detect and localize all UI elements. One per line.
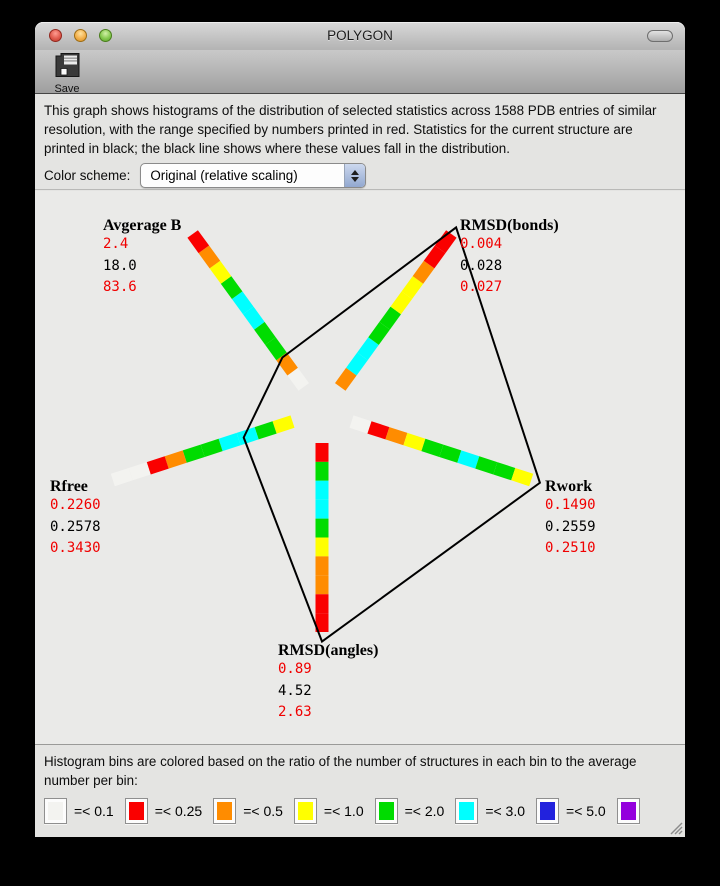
legend-label: =< 0.25 <box>154 803 203 819</box>
histogram-bin-orange <box>316 575 329 594</box>
save-button-label: Save <box>54 83 80 95</box>
legend-swatch-yellow <box>298 802 313 820</box>
description-panel <box>35 95 685 190</box>
legend-swatch-button-red[interactable] <box>125 798 148 824</box>
legend-row <box>44 798 676 824</box>
color-scheme-label: Color scheme: <box>44 168 131 183</box>
histogram-bin-green <box>493 462 515 480</box>
axis-max-value: 0.2510 <box>545 540 596 556</box>
titlebar <box>35 22 685 50</box>
histogram-bin-green <box>183 445 205 463</box>
color-scheme-selected-value: Original (relative scaling) <box>150 168 298 183</box>
stat-block-rwork <box>545 478 596 560</box>
legend-swatch-button-green[interactable] <box>375 798 398 824</box>
save-floppy-icon <box>52 65 82 82</box>
legend-swatch-red <box>129 802 144 820</box>
histogram-bin-green <box>201 439 223 457</box>
legend-swatch-button-orange[interactable] <box>213 798 236 824</box>
legend-label: =< 0.5 <box>243 803 283 819</box>
histogram-bin-cyan <box>219 433 241 451</box>
histogram-bin-cyan <box>457 450 479 468</box>
axis-max-value: 0.027 <box>460 279 503 295</box>
histogram-bin-green <box>421 439 443 457</box>
histogram-bin-red <box>316 594 329 613</box>
legend-item <box>125 798 203 824</box>
axis-label: Avgerage B <box>103 217 182 234</box>
legend-item <box>44 798 114 824</box>
stat-block-average-b <box>103 217 181 299</box>
legend-label: =< 2.0 <box>404 803 445 819</box>
histogram-bin-red <box>147 456 169 474</box>
histogram-bin-yellow <box>511 468 533 486</box>
description-text: This graph shows histograms of the distribution of selected statistics across 1588 PDB entries of similar resolution, with the range specified by numbers printed in red. Statistics for the current structure are printed in black; the black line shows where these values fall in the distribution. <box>44 103 657 156</box>
legend-item <box>536 798 606 824</box>
axis-max-value: 0.3430 <box>50 540 101 556</box>
legend-item <box>617 798 640 824</box>
legend-swatch-button-white[interactable] <box>44 798 67 824</box>
save-button[interactable] <box>43 52 91 95</box>
histogram-bin-yellow <box>316 538 329 557</box>
axis-min-value: 0.89 <box>278 661 312 677</box>
histogram-bin-orange <box>385 427 407 445</box>
axis-current-value: 0.2559 <box>545 518 596 535</box>
legend-item <box>455 798 525 824</box>
legend-item <box>294 798 364 824</box>
legend-swatch-white <box>48 802 63 820</box>
histogram-bin-yellow <box>273 415 295 433</box>
legend-swatch-blue <box>540 802 555 820</box>
histogram-bin-green <box>475 456 497 474</box>
axis-min-value: 2.4 <box>103 236 129 252</box>
polygon-window <box>35 22 685 837</box>
histogram-bin-white <box>111 468 133 486</box>
legend-swatch-cyan <box>459 802 474 820</box>
histogram-bin-white <box>350 415 372 433</box>
legend-swatch-button-cyan[interactable] <box>455 798 478 824</box>
axis-max-value: 83.6 <box>103 279 137 295</box>
legend-swatch-button-purple[interactable] <box>617 798 640 824</box>
legend-label: =< 3.0 <box>485 803 526 819</box>
toolbar <box>35 50 685 94</box>
stat-block-rfree <box>50 478 101 560</box>
legend-swatch-purple <box>621 802 636 820</box>
stat-block-rmsd-bonds <box>460 217 559 299</box>
axis-current-value: 4.52 <box>278 682 312 699</box>
legend-swatch-green <box>379 802 394 820</box>
legend-swatch-button-yellow[interactable] <box>294 798 317 824</box>
histogram-bin-red <box>316 443 329 462</box>
legend-label: =< 0.1 <box>74 803 114 819</box>
axis-label: RMSD(angles) <box>278 642 379 659</box>
axis-current-value: 18.0 <box>103 257 137 274</box>
stat-block-rmsd-angles <box>278 642 378 724</box>
histogram-bin-green <box>439 445 461 463</box>
color-scheme-select[interactable] <box>140 163 366 188</box>
axis-label: Rfree <box>50 478 88 495</box>
histogram-bin-cyan <box>316 500 329 519</box>
legend-item <box>213 798 283 824</box>
axis-current-value: 0.028 <box>460 257 503 274</box>
window-title: POLYGON <box>327 28 393 43</box>
histogram-bin-green <box>316 462 329 481</box>
histogram-bin-orange <box>165 450 187 468</box>
legend-label: =< 5.0 <box>566 803 606 819</box>
histogram-bin-orange <box>316 556 329 575</box>
histogram-bin-red <box>367 421 389 439</box>
axis-current-value: 0.2578 <box>50 518 101 535</box>
legend-label: =< 1.0 <box>323 803 364 819</box>
axis-min-value: 0.004 <box>460 236 503 252</box>
histogram-bin-white <box>129 462 151 480</box>
axis-min-value: 0.2260 <box>50 497 101 513</box>
axis-label: Rwork <box>545 478 593 495</box>
histogram-bin-yellow <box>403 433 425 451</box>
legend-swatch-orange <box>217 802 232 820</box>
histogram-bin-green <box>255 421 277 439</box>
legend-swatch-button-blue[interactable] <box>536 798 559 824</box>
legend-panel <box>35 746 685 837</box>
toolbar-toggle-pill-button[interactable] <box>647 30 673 42</box>
chevron-up-down-icon <box>344 164 365 187</box>
histogram-bin-cyan <box>316 481 329 500</box>
histogram-bin-green <box>316 519 329 538</box>
resize-grip[interactable] <box>667 819 683 835</box>
legend-item <box>375 798 445 824</box>
axis-label: RMSD(bonds) <box>460 217 559 234</box>
axis-max-value: 2.63 <box>278 704 312 720</box>
axis-min-value: 0.1490 <box>545 497 596 513</box>
plot-area <box>35 191 685 745</box>
legend-heading: Histogram bins are colored based on the ratio of the number of structures in each bin to the average number per bin: <box>44 754 637 788</box>
